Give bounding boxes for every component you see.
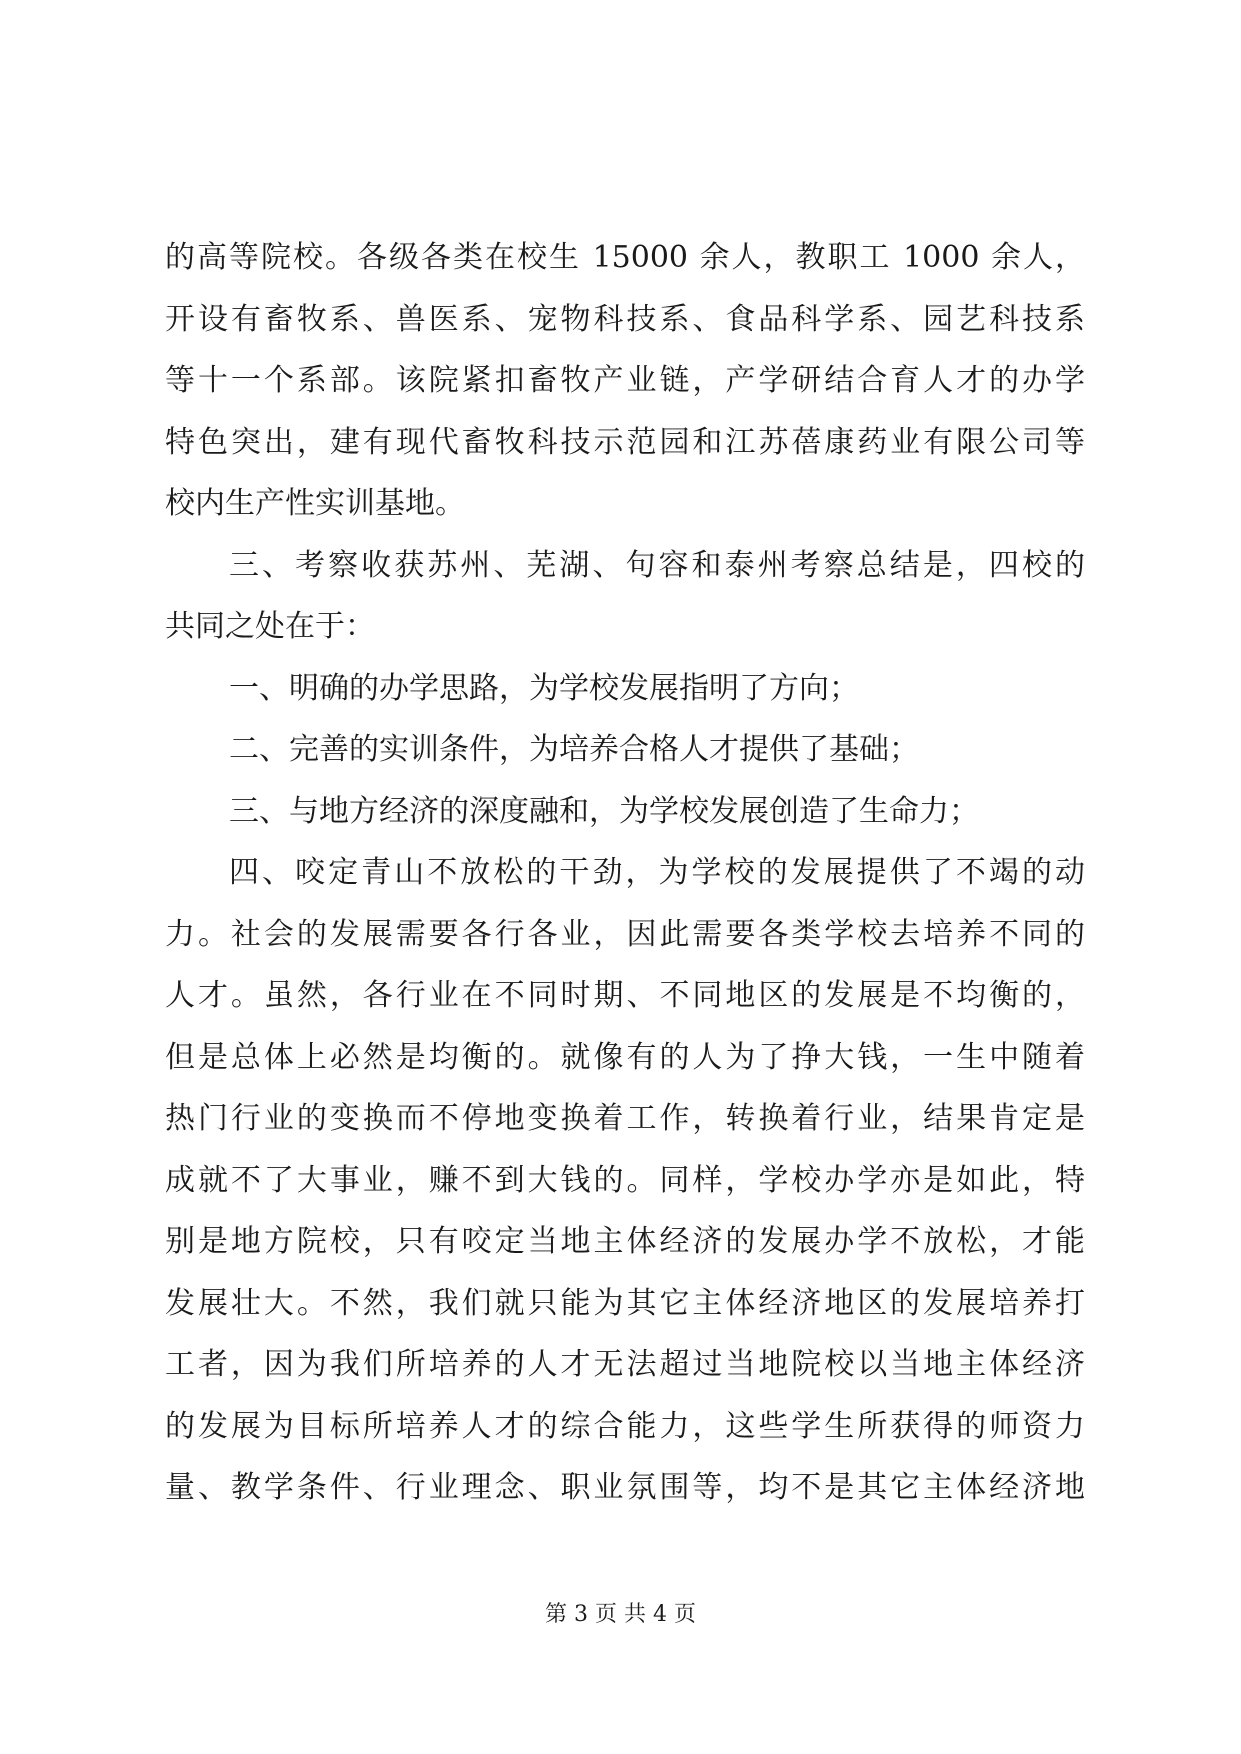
text-line: 但是总体上必然是均衡的。就像有的人为了挣大钱，一生中随着 bbox=[165, 1039, 1085, 1075]
list-item-line: 三、与地方经济的深度融和，为学校发展创造了生命力； bbox=[229, 793, 979, 829]
list-item-line: 一、明确的办学思路，为学校发展指明了方向； bbox=[229, 670, 859, 706]
text-line: 工者，因为我们所培养的人才无法超过当地院校以当地主体经济 bbox=[165, 1347, 1085, 1382]
body-text bbox=[165, 227, 1085, 1519]
text-line: 特色突出，建有现代畜牧科技示范园和江苏蓓康药业有限公司等 bbox=[165, 424, 1085, 460]
text-line: 别是地方院校，只有咬定当地主体经济的发展办学不放松，才能 bbox=[165, 1224, 1085, 1259]
text-line: 量、教学条件、行业理念、职业氛围等，均不是其它主体经济地 bbox=[165, 1470, 1085, 1505]
text-line: 的高等院校。各级各类在校生 15000 余人，教职工 1000 余人， bbox=[165, 240, 1085, 275]
text-line: 力。社会的发展需要各行各业，因此需要各类学校去培养不同的 bbox=[165, 916, 1085, 952]
text-line: 人才。虽然，各行业在不同时期、不同地区的发展是不均衡的， bbox=[165, 978, 1085, 1013]
list-item-line: 二、完善的实训条件，为培养合格人才提供了基础； bbox=[229, 732, 919, 767]
list-item-line: 四、咬定青山不放松的干劲，为学校的发展提供了不竭的动 bbox=[229, 855, 1085, 890]
page-number-footer: 第 3 页 共 4 页 bbox=[545, 1602, 696, 1627]
text-line: 热门行业的变换而不停地变换着工作，转换着行业，结果肯定是 bbox=[165, 1101, 1085, 1136]
text-line: 成就不了大事业，赚不到大钱的。同样，学校办学亦是如此，特 bbox=[165, 1162, 1085, 1198]
text-line: 共同之处在于： bbox=[165, 609, 375, 644]
paragraph-heading-line: 三、考察收获苏州、芜湖、句容和泰州考察总结是，四校的 bbox=[229, 547, 1085, 583]
text-line: 开设有畜牧系、兽医系、宠物科技系、食品科学系、园艺科技系 bbox=[165, 301, 1085, 337]
text-line: 等十一个系部。该院紧扣畜牧产业链，产学研结合育人才的办学 bbox=[165, 363, 1085, 398]
text-line: 校内生产性实训基地。 bbox=[165, 486, 465, 521]
text-line: 的发展为目标所培养人才的综合能力，这些学生所获得的师资力 bbox=[165, 1408, 1085, 1444]
text-line: 发展壮大。不然，我们就只能为其它主体经济地区的发展培养打 bbox=[165, 1285, 1085, 1321]
